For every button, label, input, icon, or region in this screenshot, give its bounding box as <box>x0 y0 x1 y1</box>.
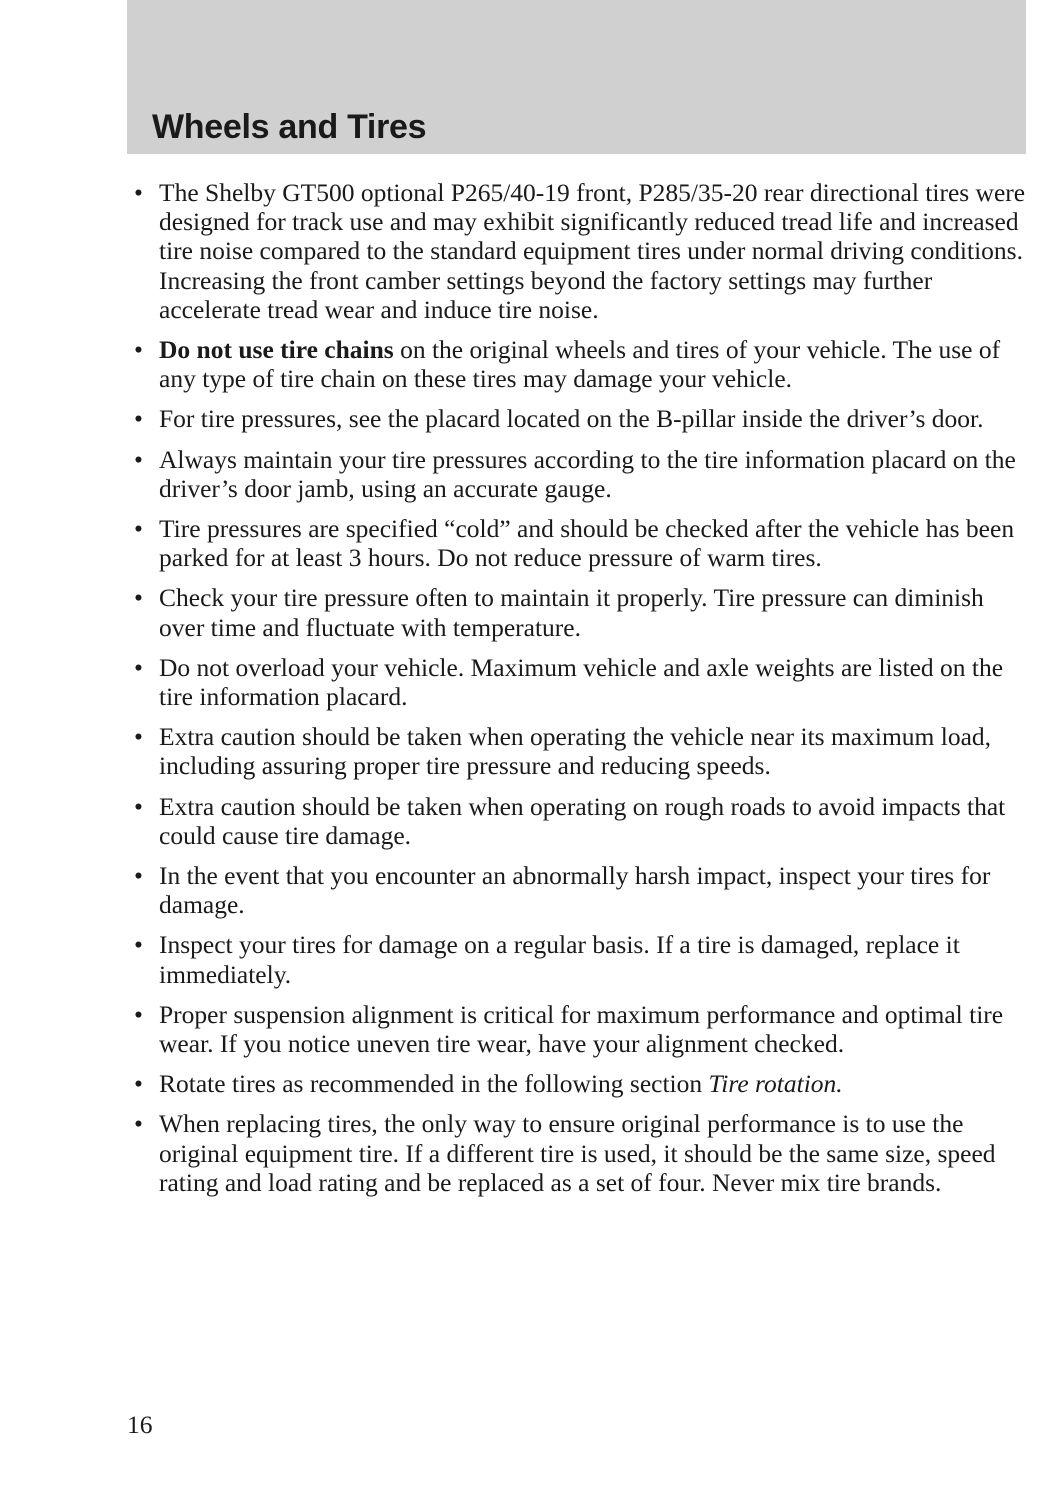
list-item <box>127 1069 1027 1098</box>
list-item-text: Extra caution should be taken when operating the vehicle near its maximum load, including assuring proper tire pressure and reducing speeds. <box>159 722 992 781</box>
bullet-icon: • <box>134 999 143 1029</box>
list-item-text: For tire pressures, see the placard located on the B-pillar inside the driver’s door. <box>159 404 984 434</box>
bullet-icon: • <box>134 514 143 544</box>
bullet-icon: • <box>134 335 143 365</box>
list-item <box>127 404 1027 433</box>
list-item-text: Proper suspension alignment is critical for maximum performance and optimal tire wear. If you notice uneven tire wear, have your alignment checked. <box>159 999 1004 1059</box>
bullet-icon: • <box>134 930 143 960</box>
page-number: 16 <box>127 1410 153 1439</box>
list-item <box>127 514 1027 572</box>
section-title: Wheels and Tires <box>152 108 427 146</box>
list-item-text: Extra caution should be taken when operating on rough roads to avoid impacts that could cause tire damage. <box>159 791 1006 850</box>
list-item-text: In the event that you encounter an abnormally harsh impact, inspect your tires for damage. <box>159 861 991 920</box>
list-item <box>127 1000 1027 1058</box>
list-item-text <box>159 1069 843 1098</box>
list-item-plain-text: on the original wheels and tires of your vehicle. The use of any type of tire chain on these tires may damage your vehicle. <box>159 335 1001 394</box>
bullet-icon: • <box>134 861 143 891</box>
list-item-plain-text: Rotate tires as recommended in the following section <box>159 1069 709 1099</box>
bullet-icon: • <box>134 722 143 752</box>
list-item-text: The Shelby GT500 optional P265/40-19 front, P285/35-20 rear directional tires were designed for track use and may exhibit significantly reduced tread life and increased tire noise compared to the standard equipment tires under normal driving conditions. Increasing the front camber settings beyond the factory settings may further accelerate tread wear and induce tire noise. <box>159 178 1026 324</box>
list-item <box>127 653 1027 711</box>
bullet-icon: • <box>134 583 143 613</box>
bullet-list <box>127 178 1027 1208</box>
list-item-bold-text: Do not use tire chains <box>159 335 394 365</box>
list-item <box>127 583 1027 641</box>
cross-reference-text: Tire rotation. <box>708 1069 843 1099</box>
list-item <box>127 335 1027 393</box>
bullet-icon: • <box>134 178 143 207</box>
list-item-text: Tire pressures are specified “cold” and should be checked after the vehicle has been parked for at least 3 hours. Do not reduce pressure of warm tires. <box>159 514 1015 573</box>
list-item <box>127 722 1027 780</box>
bullet-icon: • <box>134 652 143 682</box>
list-item-text: Check your tire pressure often to maintain it properly. Tire pressure can diminish over time and fluctuate with temperature. <box>159 583 984 642</box>
list-item <box>127 792 1027 850</box>
list-item-text: Do not overload your vehicle. Maximum vehicle and axle weights are listed on the tire information placard. <box>159 652 1004 712</box>
list-item <box>127 178 1027 324</box>
bullet-icon: • <box>134 1069 143 1099</box>
bullet-icon: • <box>134 1109 143 1139</box>
list-item-text <box>159 335 1000 393</box>
list-item-text: Inspect your tires for damage on a regular basis. If a tire is damaged, replace it immediately. <box>159 930 960 989</box>
bullet-icon: • <box>134 444 143 474</box>
list-item-text: When replacing tires, the only way to ensure original performance is to use the original equipment tire. If a different tire is used, it should be the same size, speed rating and load rating and be replaced as a set of four. Never mix tire brands. <box>159 1109 996 1197</box>
list-item <box>127 1109 1027 1197</box>
bullet-icon: • <box>134 791 143 821</box>
bullet-icon: • <box>134 404 143 434</box>
list-item-text: Always maintain your tire pressures according to the tire information placard on the driver’s door jamb, using an accurate gauge. <box>159 444 1016 503</box>
list-item <box>127 861 1027 919</box>
list-item <box>127 930 1027 988</box>
list-item <box>127 445 1027 503</box>
